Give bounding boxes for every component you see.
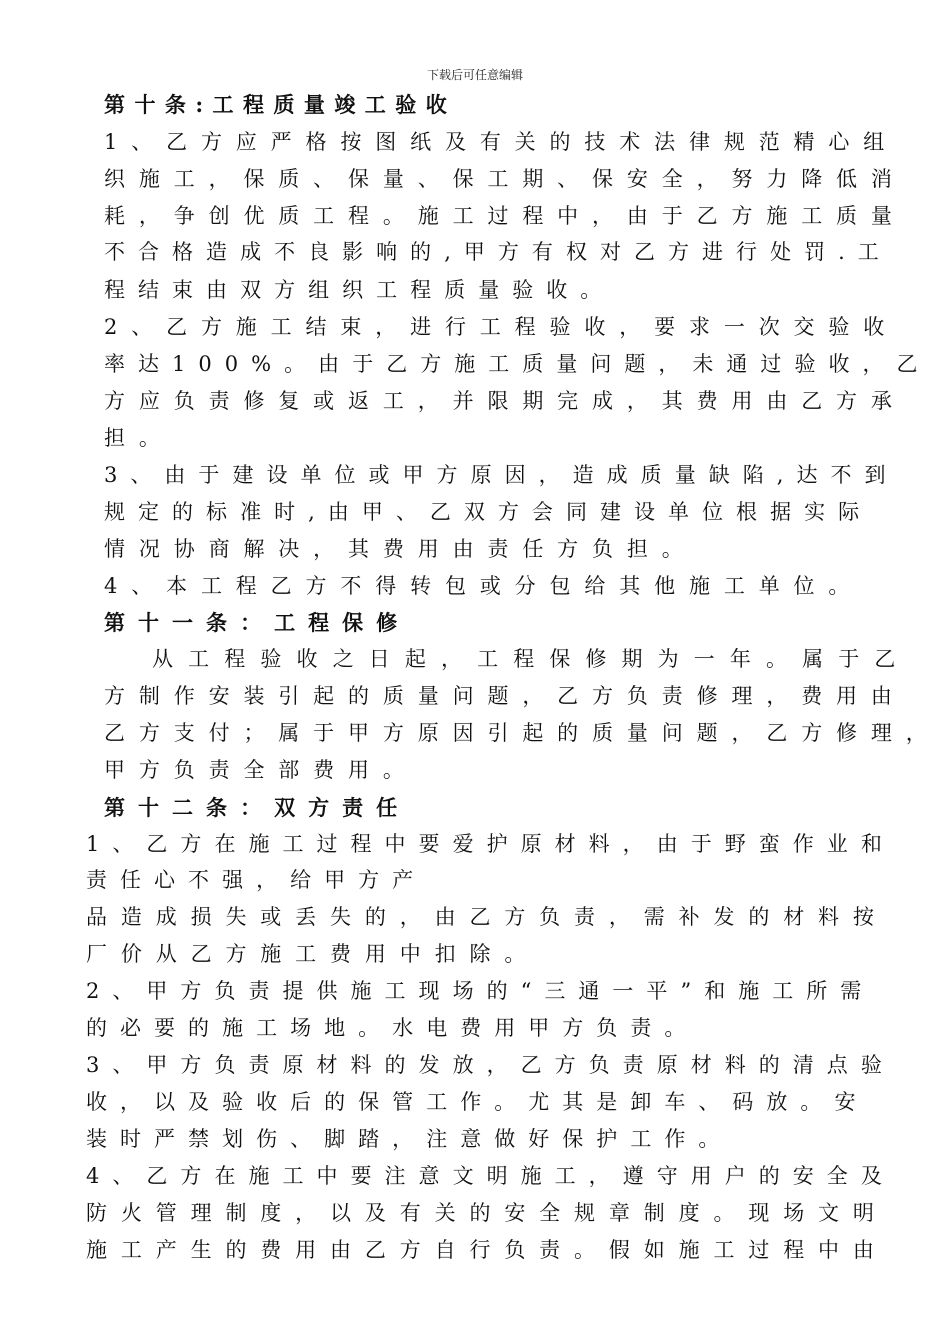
paragraph-line: 不合格造成不良影响的,甲方有权对乙方进行处罚.工 [104, 240, 892, 264]
paragraph-line: 乙方支付；属于甲方原因引起的质量问题，乙方修理， [104, 721, 941, 745]
section-heading-11: 第十一条：工程保修 [104, 610, 411, 635]
paragraph-line: 收，以及验收后的保管工作。尤其是卸车、码放。安 [86, 1090, 869, 1114]
paragraph-line: 程结束由双方组织工程质量验收。 [104, 278, 615, 302]
paragraph-line: 担。 [104, 426, 174, 450]
paragraph-line: 方制作安装引起的质量问题，乙方负责修理，费用由 [104, 684, 906, 708]
paragraph-line: 3、由于建设单位或甲方原因，造成质量缺陷,达不到 [104, 463, 899, 487]
paragraph-line: 情况协商解决，其费用由责任方负担。 [104, 537, 697, 561]
paragraph-line: 方应负责修复或返工，并限期完成，其费用由乙方承 [104, 389, 906, 413]
paragraph-line: 率达100%。由于乙方施工质量问题，未通过验收，乙 [104, 352, 931, 376]
paragraph-line: 3、甲方负责原材料的发放，乙方负责原材料的清点验 [86, 1053, 895, 1077]
section-heading-12: 第十二条：双方责任 [104, 795, 411, 820]
paragraph-line: 4、乙方在施工中要注意文明施工，遵守用户的安全及 [86, 1164, 895, 1188]
paragraph-line: 4、本工程乙方不得转包或分包给其他施工单位。 [104, 574, 864, 598]
paragraph-line: 从工程验收之日起，工程保修期为一年。属于乙 [152, 647, 911, 671]
section-heading-10: 第十条:工程质量竣工验收 [104, 92, 457, 117]
paragraph-line: 1、乙方应严格按图纸及有关的技术法律规范精心组 [104, 130, 899, 154]
paragraph-line: 规定的标准时,由甲、乙双方会同建设单位根据实际 [104, 500, 873, 524]
paragraph-line: 厂价从乙方施工费用中扣除。 [86, 942, 540, 966]
paragraph-line: 2、乙方施工结束，进行工程验收，要求一次交验收 [104, 315, 899, 339]
paragraph-line: 施工产生的费用由乙方自行负责。假如施工过程中由 [86, 1238, 888, 1262]
paragraph-line: 责任心不强，给甲方产 [86, 868, 427, 892]
paragraph-line: 1、乙方在施工过程中要爱护原材料，由于野蛮作业和 [86, 832, 895, 856]
paragraph-line: 织施工，保质、保量、保工期、保安全，努力降低消 [104, 167, 906, 191]
paragraph-line: 耗，争创优质工程。施工过程中，由于乙方施工质量 [104, 204, 906, 228]
paragraph-line: 2、甲方负责提供施工现场的“三通一平”和施工所需 [86, 979, 875, 1003]
paragraph-line: 装时严禁划伤、脚踏，注意做好保护工作。 [86, 1127, 733, 1151]
paragraph-line: 品造成损失或丢失的，由乙方负责，需补发的材料按 [86, 905, 888, 929]
paragraph-line: 防火管理制度，以及有关的安全规章制度。现场文明 [86, 1201, 888, 1225]
paragraph-line: 甲方负责全部费用。 [104, 758, 418, 782]
paragraph-line: 的必要的施工场地。水电费用甲方负责。 [86, 1016, 699, 1040]
page-header: 下载后可任意编辑 [426, 68, 523, 82]
